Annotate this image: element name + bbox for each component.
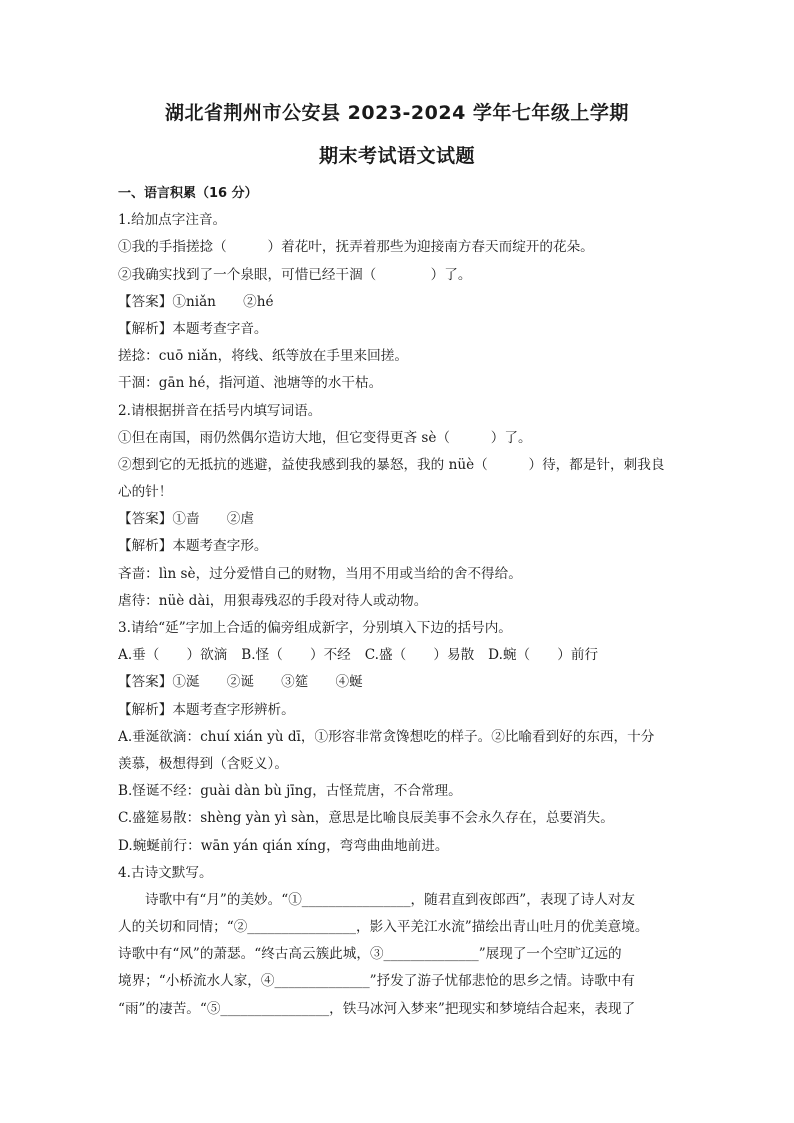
question-1-stem: 1.给加点字注音。 <box>118 212 227 229</box>
question-1-item-2: ②我确实找到了一个泉眼，可惜已经干涸（ ）了。 <box>118 266 472 283</box>
document-body <box>118 180 678 1023</box>
question-4-para-line-5: “雨”的凄苦。“⑤________________，铁马冰河入梦来”把现实和梦境结合起来，表现了 <box>118 1000 636 1017</box>
question-3-note-2: B.怪诞不经：guài dàn bù jīng，古怪荒唐，不合常理。 <box>118 783 462 800</box>
question-3-analysis: 【解析】本题考查字形辨析。 <box>118 701 295 718</box>
question-2-item-2: ②想到它的无抵抗的逃避，益使我感到我的暴怒，我的 nüè（ ）待，都是针，刺我良 <box>118 456 665 473</box>
option-d: D.蜿（ ）前行 <box>488 647 599 664</box>
question-4-para-line-1: 诗歌中有“月”的美妙。“①________________，随君直到夜郎西”，表现了诗人对友 <box>145 891 635 908</box>
question-3-note-1-cont: 羡慕，极想得到（含贬义）。 <box>118 755 288 772</box>
question-1-item-1: ①我的手指搓捻（ ）着花叶，抚弄着那些为迎接南方春天而绽开的花朵。 <box>118 239 594 256</box>
question-1-analysis: 【解析】本题考查字音。 <box>118 320 268 337</box>
question-4-para-line-4: 境界；“小桥流水人家，④______________”抒发了游子忧郁悲怆的思乡之情。诗歌中有 <box>118 973 635 990</box>
question-2-answer: 【答案】①啬 ②虐 <box>118 511 254 528</box>
question-3-note-3: C.盛筵易散：shèng yàn yì sàn，意思是比喻良辰美事不会永久存在，总要消失。 <box>118 810 614 827</box>
page-subtitle: 期末考试语文试题 <box>318 145 475 167</box>
question-1-answer: 【答案】①niǎn ②hé <box>118 293 274 310</box>
page-title: 湖北省荆州市公安县 2023-2024 学年七年级上学期 <box>165 102 629 124</box>
question-4-para-line-2: 人的关切和同情；“②________________，影入平羌江水流”描绘出青山吐月的优美意境。 <box>118 919 649 936</box>
question-3-note-1: A.垂涎欲滴：chuí xián yù dī，①形容非常贪馋想吃的样子。②比喻看到好的东西，十分 <box>118 728 655 745</box>
question-2-analysis: 【解析】本题考查字形。 <box>118 538 268 555</box>
question-2-stem: 2.请根据拼音在括号内填写词语。 <box>118 402 322 419</box>
question-1-note-2: 干涸：gān hé，指河道、池塘等的水干枯。 <box>118 375 383 392</box>
question-3-answer: 【答案】①涎 ②诞 ③筵 ④蜒 <box>118 674 363 691</box>
option-a: A.垂（ ）欲滴 <box>118 647 228 664</box>
question-2-item-1: ①但在南国，雨仍然偶尔造访大地，但它变得更吝 sè（ ）了。 <box>118 429 532 446</box>
question-3-options <box>118 642 678 669</box>
option-c: C.盛（ ）易散 <box>364 647 475 664</box>
option-b: B.怪（ ）不经 <box>241 647 351 664</box>
question-4-stem: 4.古诗文默写。 <box>118 864 213 881</box>
question-4-para-line-3: 诗歌中有“风”的萧瑟。“终古高云簇此城，③______________”展现了一个空旷辽远的 <box>118 946 622 963</box>
question-2-note-1: 吝啬：lìn sè，过分爱惜自己的财物，当用不用或当给的舍不得给。 <box>118 565 522 582</box>
question-3-note-4: D.蜿蜒前行：wān yán qián xíng，弯弯曲曲地前进。 <box>118 837 449 854</box>
question-2-note-2: 虐待：nüè dài，用狠毒残忍的手段对待人或动物。 <box>118 592 428 609</box>
section-heading: 一、语言积累（16 分） <box>118 186 258 201</box>
question-1-note-1: 搓捻：cuō niǎn，将线、纸等放在手里来回搓。 <box>118 348 408 365</box>
question-2-item-2-cont: 心的针！ <box>118 484 173 501</box>
question-3-stem: 3.请给“延”字加上合适的偏旁组成新字，分别填入下边的括号内。 <box>118 620 512 636</box>
